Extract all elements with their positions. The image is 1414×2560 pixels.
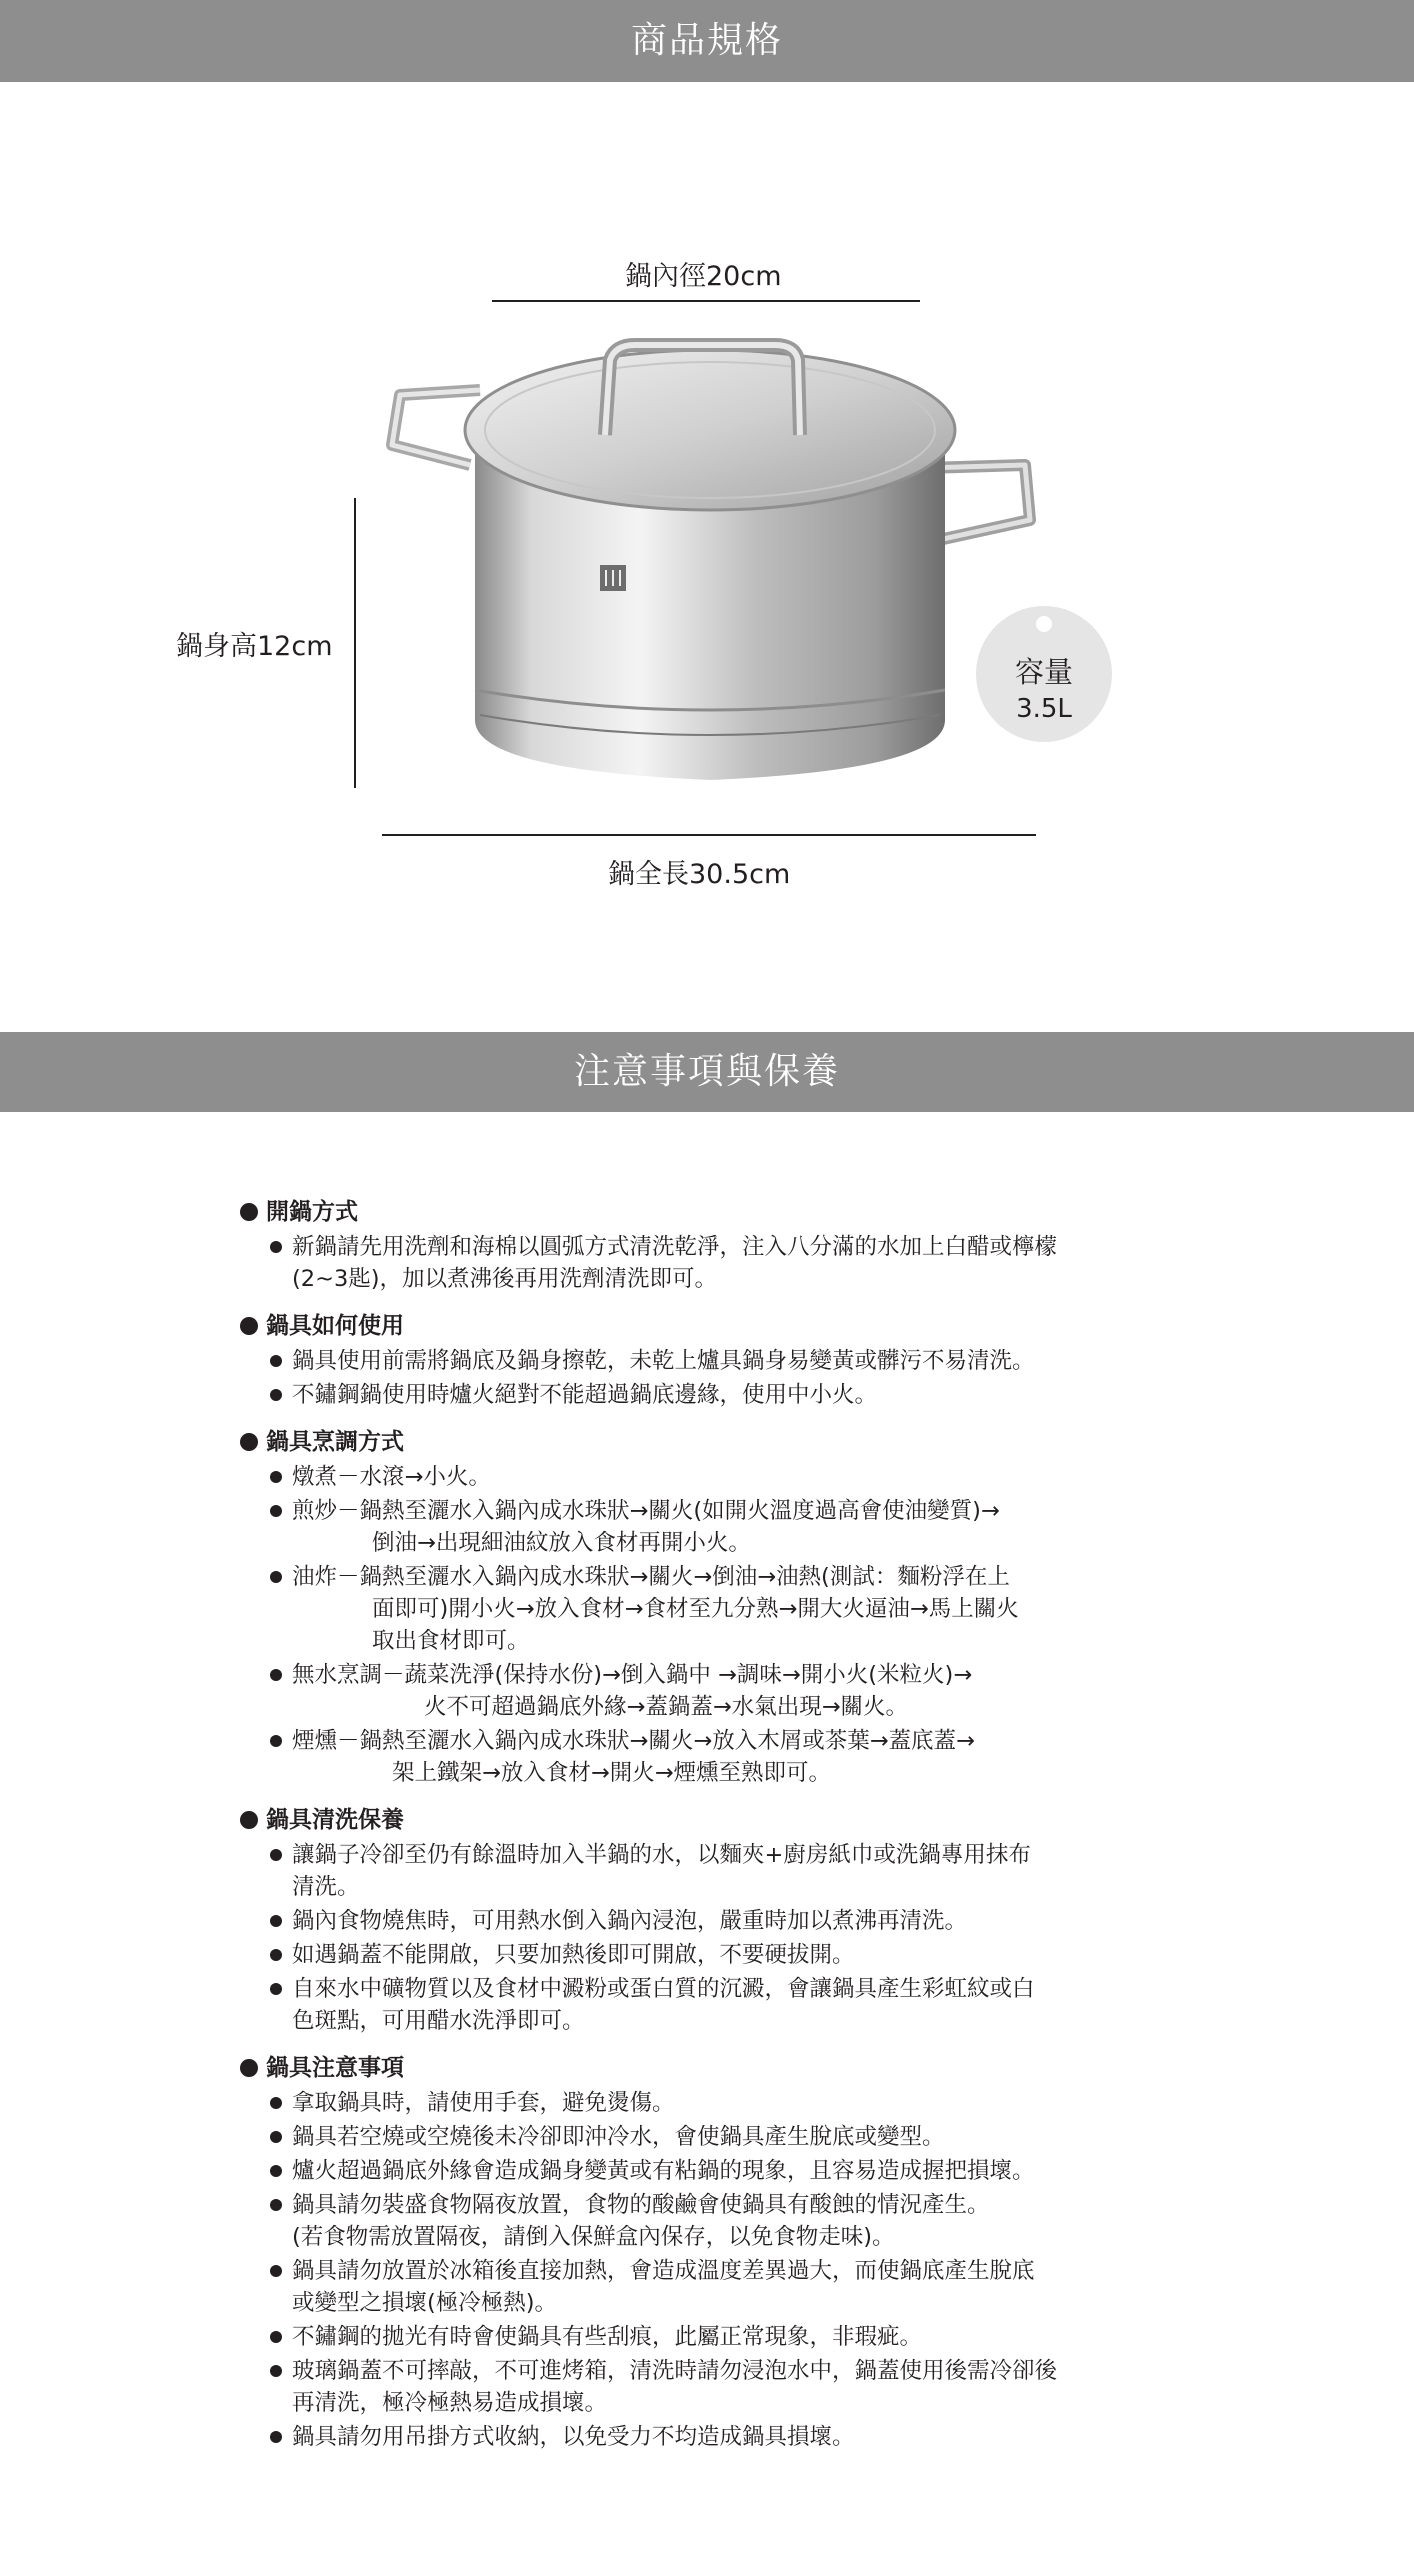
capacity-value: 3.5L (1016, 694, 1072, 724)
section-title: 鍋具清洗保養 (266, 1807, 404, 1833)
list-item (240, 2189, 1180, 2253)
item-text: 再清洗，極冷極熱易造成損壞。 (292, 2390, 608, 2416)
list-item (240, 1495, 1180, 1559)
height-line (354, 498, 356, 788)
section-bullet (240, 1203, 258, 1221)
item-text: (若食物需放置隔夜，請倒入保鮮盒內保存，以免食物走味)。 (292, 2224, 895, 2250)
list-item (240, 2121, 1180, 2153)
item-text: 色斑點，可用醋水洗淨即可。 (292, 2008, 585, 2034)
item-text: 鍋具請勿裝盛食物隔夜放置，食物的酸鹼會使鍋具有酸蝕的情況產生。 (292, 2192, 990, 2218)
list-item (240, 1379, 1180, 1411)
item-text: 鍋具請勿用吊掛方式收納，以免受力不均造成鍋具損壞。 (292, 2424, 855, 2450)
section-title: 開鍋方式 (266, 1199, 358, 1225)
capacity-tag (976, 606, 1112, 742)
item-text: 倒油→出現細油紋放入食材再開小火。 (372, 1530, 751, 1556)
section-bullet (240, 1317, 258, 1335)
item-text: 面即可)開小火→放入食材→食材至九分熟→開大火逼油→馬上關火 (372, 1596, 1019, 1622)
section-seasoning (240, 1195, 1180, 1295)
item-text: 不鏽鋼的拋光有時會使鍋具有些刮痕，此屬正常現象，非瑕疵。 (292, 2324, 923, 2350)
section-title: 鍋具烹調方式 (266, 1429, 404, 1455)
list-item (240, 2255, 1180, 2319)
item-text: 煎炒－鍋熱至灑水入鍋內成水珠狀→關火(如開火溫度過高會使油變質)→ (292, 1498, 1000, 1524)
list-item (240, 1231, 1180, 1295)
list-item (240, 2321, 1180, 2353)
list-item (240, 1905, 1180, 1937)
list-item (240, 2421, 1180, 2453)
list-item (240, 1725, 1180, 1789)
item-text: 拿取鍋具時，請使用手套，避免燙傷。 (292, 2090, 675, 2116)
diameter-label: 鍋內徑20cm (625, 261, 782, 292)
item-text: 自來水中礦物質以及食材中澱粉或蛋白質的沉澱，會讓鍋具產生彩虹紋或白 (292, 1976, 1035, 2002)
item-text: 新鍋請先用洗劑和海棉以圓弧方式清洗乾淨，注入八分滿的水加上白醋或檸檬 (292, 1234, 1058, 1260)
section-usage (240, 1309, 1180, 1411)
item-text: 如遇鍋蓋不能開啟，只要加熱後即可開啟，不要硬拔開。 (292, 1942, 855, 1968)
section-cooking (240, 1425, 1180, 1789)
item-text: 鍋具若空燒或空燒後未冷卻即沖冷水，會使鍋具產生脫底或變型。 (292, 2124, 945, 2150)
section-bullet (240, 2059, 258, 2077)
tag-hole (1036, 616, 1052, 632)
item-text: 爐火超過鍋底外緣會造成鍋身變黃或有粘鍋的現象，且容易造成握把損壞。 (292, 2158, 1035, 2184)
list-item (240, 2087, 1180, 2119)
section-title: 鍋具注意事項 (266, 2055, 404, 2081)
section-precautions (240, 2051, 1180, 2453)
list-item (240, 1345, 1180, 1377)
spec-banner: 商品規格 (0, 0, 1414, 82)
item-text: 玻璃鍋蓋不可摔敲，不可進烤箱，清洗時請勿浸泡水中，鍋蓋使用後需冷卻後 (292, 2358, 1058, 2384)
item-text: 鍋具請勿放置於冰箱後直接加熱，會造成溫度差異過大，而使鍋底產生脫底 (292, 2258, 1035, 2284)
list-item (240, 1659, 1180, 1723)
section-bullet (240, 1433, 258, 1451)
list-item (240, 1939, 1180, 1971)
item-text: 油炸－鍋熱至灑水入鍋內成水珠狀→關火→倒油→油熱(測試：麵粉浮在上 (292, 1564, 1010, 1590)
item-text: 煙燻－鍋熱至灑水入鍋內成水珠狀→關火→放入木屑或茶葉→蓋底蓋→ (292, 1728, 975, 1754)
item-text: (2~3匙)，加以煮沸後再用洗劑清洗即可。 (292, 1266, 718, 1292)
item-text: 取出食材即可。 (372, 1628, 530, 1654)
item-text: 燉煮－水滾→小火。 (292, 1464, 491, 1490)
care-instructions (240, 1195, 1180, 2467)
item-text: 讓鍋子冷卻至仍有餘溫時加入半鍋的水，以麵夾+廚房紙巾或洗鍋專用抹布 (292, 1842, 1031, 1868)
list-item (240, 1973, 1180, 2037)
section-cleaning (240, 1803, 1180, 2037)
list-item (240, 1461, 1180, 1493)
capacity-label: 容量 (1014, 655, 1073, 689)
stock-pot-image (370, 320, 1050, 800)
section-bullet (240, 1811, 258, 1829)
list-item (240, 1839, 1180, 1903)
list-item (240, 2155, 1180, 2187)
length-label: 鍋全長30.5cm (608, 859, 791, 890)
item-text: 架上鐵架→放入食材→開火→煙燻至熟即可。 (392, 1760, 832, 1786)
list-item (240, 1561, 1180, 1657)
item-text: 或變型之損壞(極冷極熱)。 (292, 2290, 558, 2316)
item-text: 清洗。 (292, 1874, 360, 1900)
height-label: 鍋身高12cm (176, 631, 333, 662)
item-text: 鍋內食物燒焦時，可用熱水倒入鍋內浸泡，嚴重時加以煮沸再清洗。 (292, 1908, 968, 1934)
care-banner: 注意事項與保養 (0, 1032, 1414, 1112)
item-text: 無水烹調－蔬菜洗淨(保持水份)→倒入鍋中 →調味→開小火(米粒火)→ (292, 1662, 973, 1688)
item-text: 不鏽鋼鍋使用時爐火絕對不能超過鍋底邊緣，使用中小火。 (292, 1382, 878, 1408)
list-item (240, 2355, 1180, 2419)
length-line (382, 834, 1036, 836)
section-title: 鍋具如何使用 (266, 1313, 404, 1339)
diameter-line (492, 300, 920, 302)
item-text: 火不可超過鍋底外緣→蓋鍋蓋→水氣出現→關火。 (424, 1694, 909, 1720)
item-text: 鍋具使用前需將鍋底及鍋身擦乾，未乾上爐具鍋身易變黃或髒污不易清洗。 (292, 1348, 1035, 1374)
